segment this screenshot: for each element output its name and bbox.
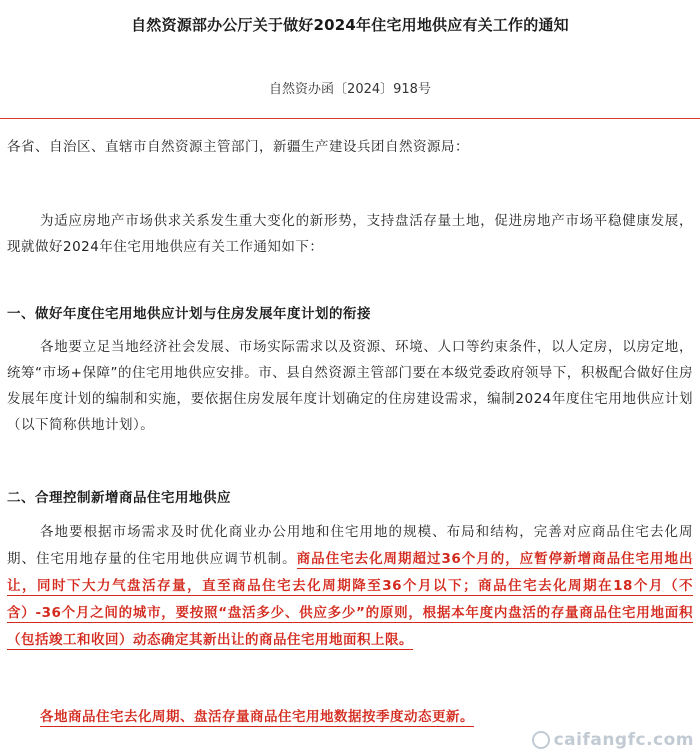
watermark [532,730,694,750]
document-number: 自然资办函〔2024〕918号 [269,82,431,97]
header-divider [0,118,700,119]
section-2-body-2-highlight: 各地商品住宅去化周期、盘活存量商品住宅用地数据按季度动态更新。 [40,709,474,725]
watermark-logo-icon [532,731,550,749]
section-2-body-2 [7,704,693,730]
intro-paragraph: 为适应房地产市场供求关系发生重大变化的新形势，支持盘活存量土地，促进房地产市场平稳健康发展，现就做好2024年住宅用地供应有关工作通知如下： [7,213,693,255]
section-2-body-highlight: 商品住宅去化周期超过36个月的，应暂停新增商品住宅用地出让，同时下大力气盘活存量，直至商品住宅去化周期降至36个月以下；商品住宅去化周期在18个月（不含）-36个月之间的城市，要按照“盘活多少、供应多少”的原则，根据本年度内盘活的存量商品住宅用地面积（包括竣工和收回）动态确定其新出让的商品住宅用地面积上限。 [7,551,693,648]
section-1-body: 各地要立足当地经济社会发展、市场实际需求以及资源、环境、人口等约束条件，以人定房，以房定地，统筹“市场+保障”的住宅用地供应安排。市、县自然资源主管部门要在本级党委政府领导下，积极配合做好住房发展年度计划的编制和实施，要依据住房发展年度计划确定的住房建设需求，编制2024年度住宅用地供应计划（以下简称供地计划）。 [7,339,693,433]
section-2-body-plain: 各地要根据市场需求及时优化商业办公用地和住宅用地的规模、布局和结构，完善对应商品住宅去化周期、住宅用地存量的住宅用地供应调节机制。 [7,524,693,567]
addressee-line: 各省、自治区、直辖市自然资源主管部门，新疆生产建设兵团自然资源局： [7,139,469,155]
watermark-text: caifangfc.com [553,730,694,750]
section-2-heading: 二、合理控制新增商品住宅用地供应 [7,490,231,506]
document-title: 自然资源部办公厅关于做好2024年住宅用地供应有关工作的通知 [131,16,569,34]
section-1-heading: 一、做好年度住宅用地供应计划与住房发展年度计划的衔接 [7,306,371,322]
section-2-body [7,519,693,654]
